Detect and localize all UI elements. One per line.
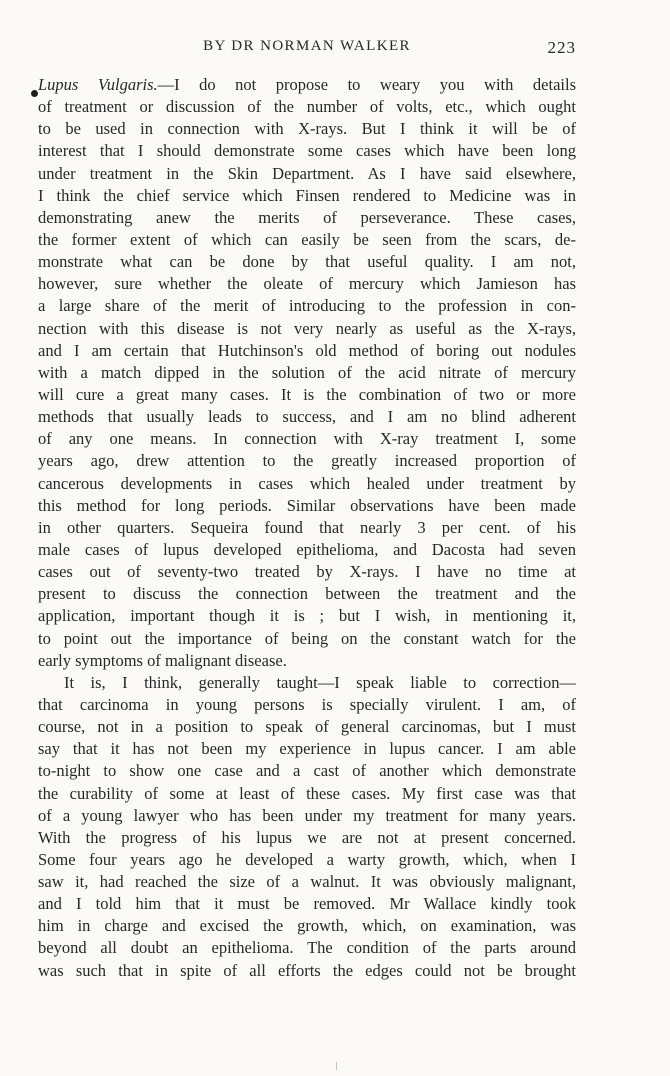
running-head [38, 38, 576, 60]
text-line: will cure a great many cases. It is the combination of two or more [38, 384, 576, 404]
text-line: early symptoms of malignant disease. [38, 650, 287, 670]
text-line: the former extent of which can easily be seen from the scars, de- [38, 229, 576, 249]
text-line: say that it has not been my experience in lupus cancer. I am able [38, 739, 576, 759]
text-line: under treatment in the Skin Department. As I have said elsewhere, [38, 163, 576, 183]
text-line: and I am certain that Hutchinson's old method of boring out nodules [38, 340, 576, 360]
text-line: of any one means. In connection with X-ray treatment I, some [38, 429, 576, 449]
text-line: to be used in connection with X-rays. But I think it will be of [38, 119, 576, 139]
text-line: nection with this disease is not very nearly as useful as the X-rays, [38, 318, 576, 338]
text-line: of treatment or discussion of the number of volts, etc., which ought [38, 97, 576, 117]
text-line: however, sure whether the oleate of mercury which Jamieson has [38, 274, 576, 294]
text-line: saw it, had reached the size of a walnut. It was obviously malignant, [38, 872, 576, 892]
text-line: in other quarters. Sequeira found that nearly 3 per cent. of his [38, 517, 576, 537]
text-line: present to discuss the connection between the treatment and the [38, 584, 576, 604]
text-line: was such that in spite of all efforts the edges could not be brought [38, 960, 576, 980]
running-head-title: BY DR NORMAN WALKER [203, 38, 411, 54]
text-line: cancerous developments in cases which healed under treatment by [38, 473, 576, 493]
text-line: demonstrating anew the merits of perseverance. These cases, [38, 207, 576, 227]
text-line: of a young lawyer who has been under my treatment for many years. [38, 805, 576, 825]
text-line: this method for long periods. Similar observations have been made [38, 495, 576, 515]
text-line: and I told him that it must be removed. Mr Wallace kindly took [38, 894, 576, 914]
margin-bullet-icon [31, 90, 38, 97]
text-line: beyond all doubt an epithelioma. The condition of the parts around [38, 938, 576, 958]
text-line: monstrate what can be done by that useful quality. I am not, [38, 252, 576, 272]
text-line: to-night to show one case and a cast of another which demonstrate [38, 761, 576, 781]
section-heading: Lupus Vulgaris. [38, 75, 158, 94]
text-line: male cases of lupus developed epithelioma, and Dacosta had seven [38, 539, 576, 559]
paragraph-carcinoma [38, 672, 576, 982]
text-line: him in charge and excised the growth, which, on examination, was [38, 916, 576, 936]
text-line: interest that I should demonstrate some cases which have been long [38, 141, 576, 161]
text-line: with a match dipped in the solution of the acid nitrate of mercury [38, 362, 576, 382]
text-line: application, important though it is ; but I wish, in mentioning it, [38, 606, 576, 626]
text-line: With the progress of his lupus we are not at present concerned. [38, 827, 576, 847]
text-line: the curability of some at least of these cases. My first case was that [38, 783, 576, 803]
text-line: methods that usually leads to success, and I am no blind adherent [38, 407, 576, 427]
text-line: It is, I think, generally taught—I speak liable to correction— [64, 672, 576, 692]
text-line: Lupus Vulgaris.—I do not propose to weary you with details [38, 75, 576, 94]
text-line: Some four years ago he developed a warty growth, which, when I [38, 849, 576, 869]
text-line: cases out of seventy-two treated by X-rays. I have no time at [38, 562, 576, 582]
text-line: that carcinoma in young persons is specially virulent. I am, of [38, 694, 576, 714]
text-line: to point out the importance of being on the constant watch for the [38, 628, 576, 648]
gutter-mark [336, 1062, 337, 1070]
text-line: course, not in a position to speak of general carcinomas, but I must [38, 717, 576, 737]
text-line: years ago, drew attention to the greatly increased proportion of [38, 451, 576, 471]
text-line: I think the chief service which Finsen rendered to Medicine was in [38, 185, 576, 205]
page-number: 223 [547, 38, 576, 57]
body-text [38, 74, 576, 982]
paragraph-lupus-vulgaris [38, 74, 576, 672]
text-line: a large share of the merit of introducing to the profession in con- [38, 296, 576, 316]
